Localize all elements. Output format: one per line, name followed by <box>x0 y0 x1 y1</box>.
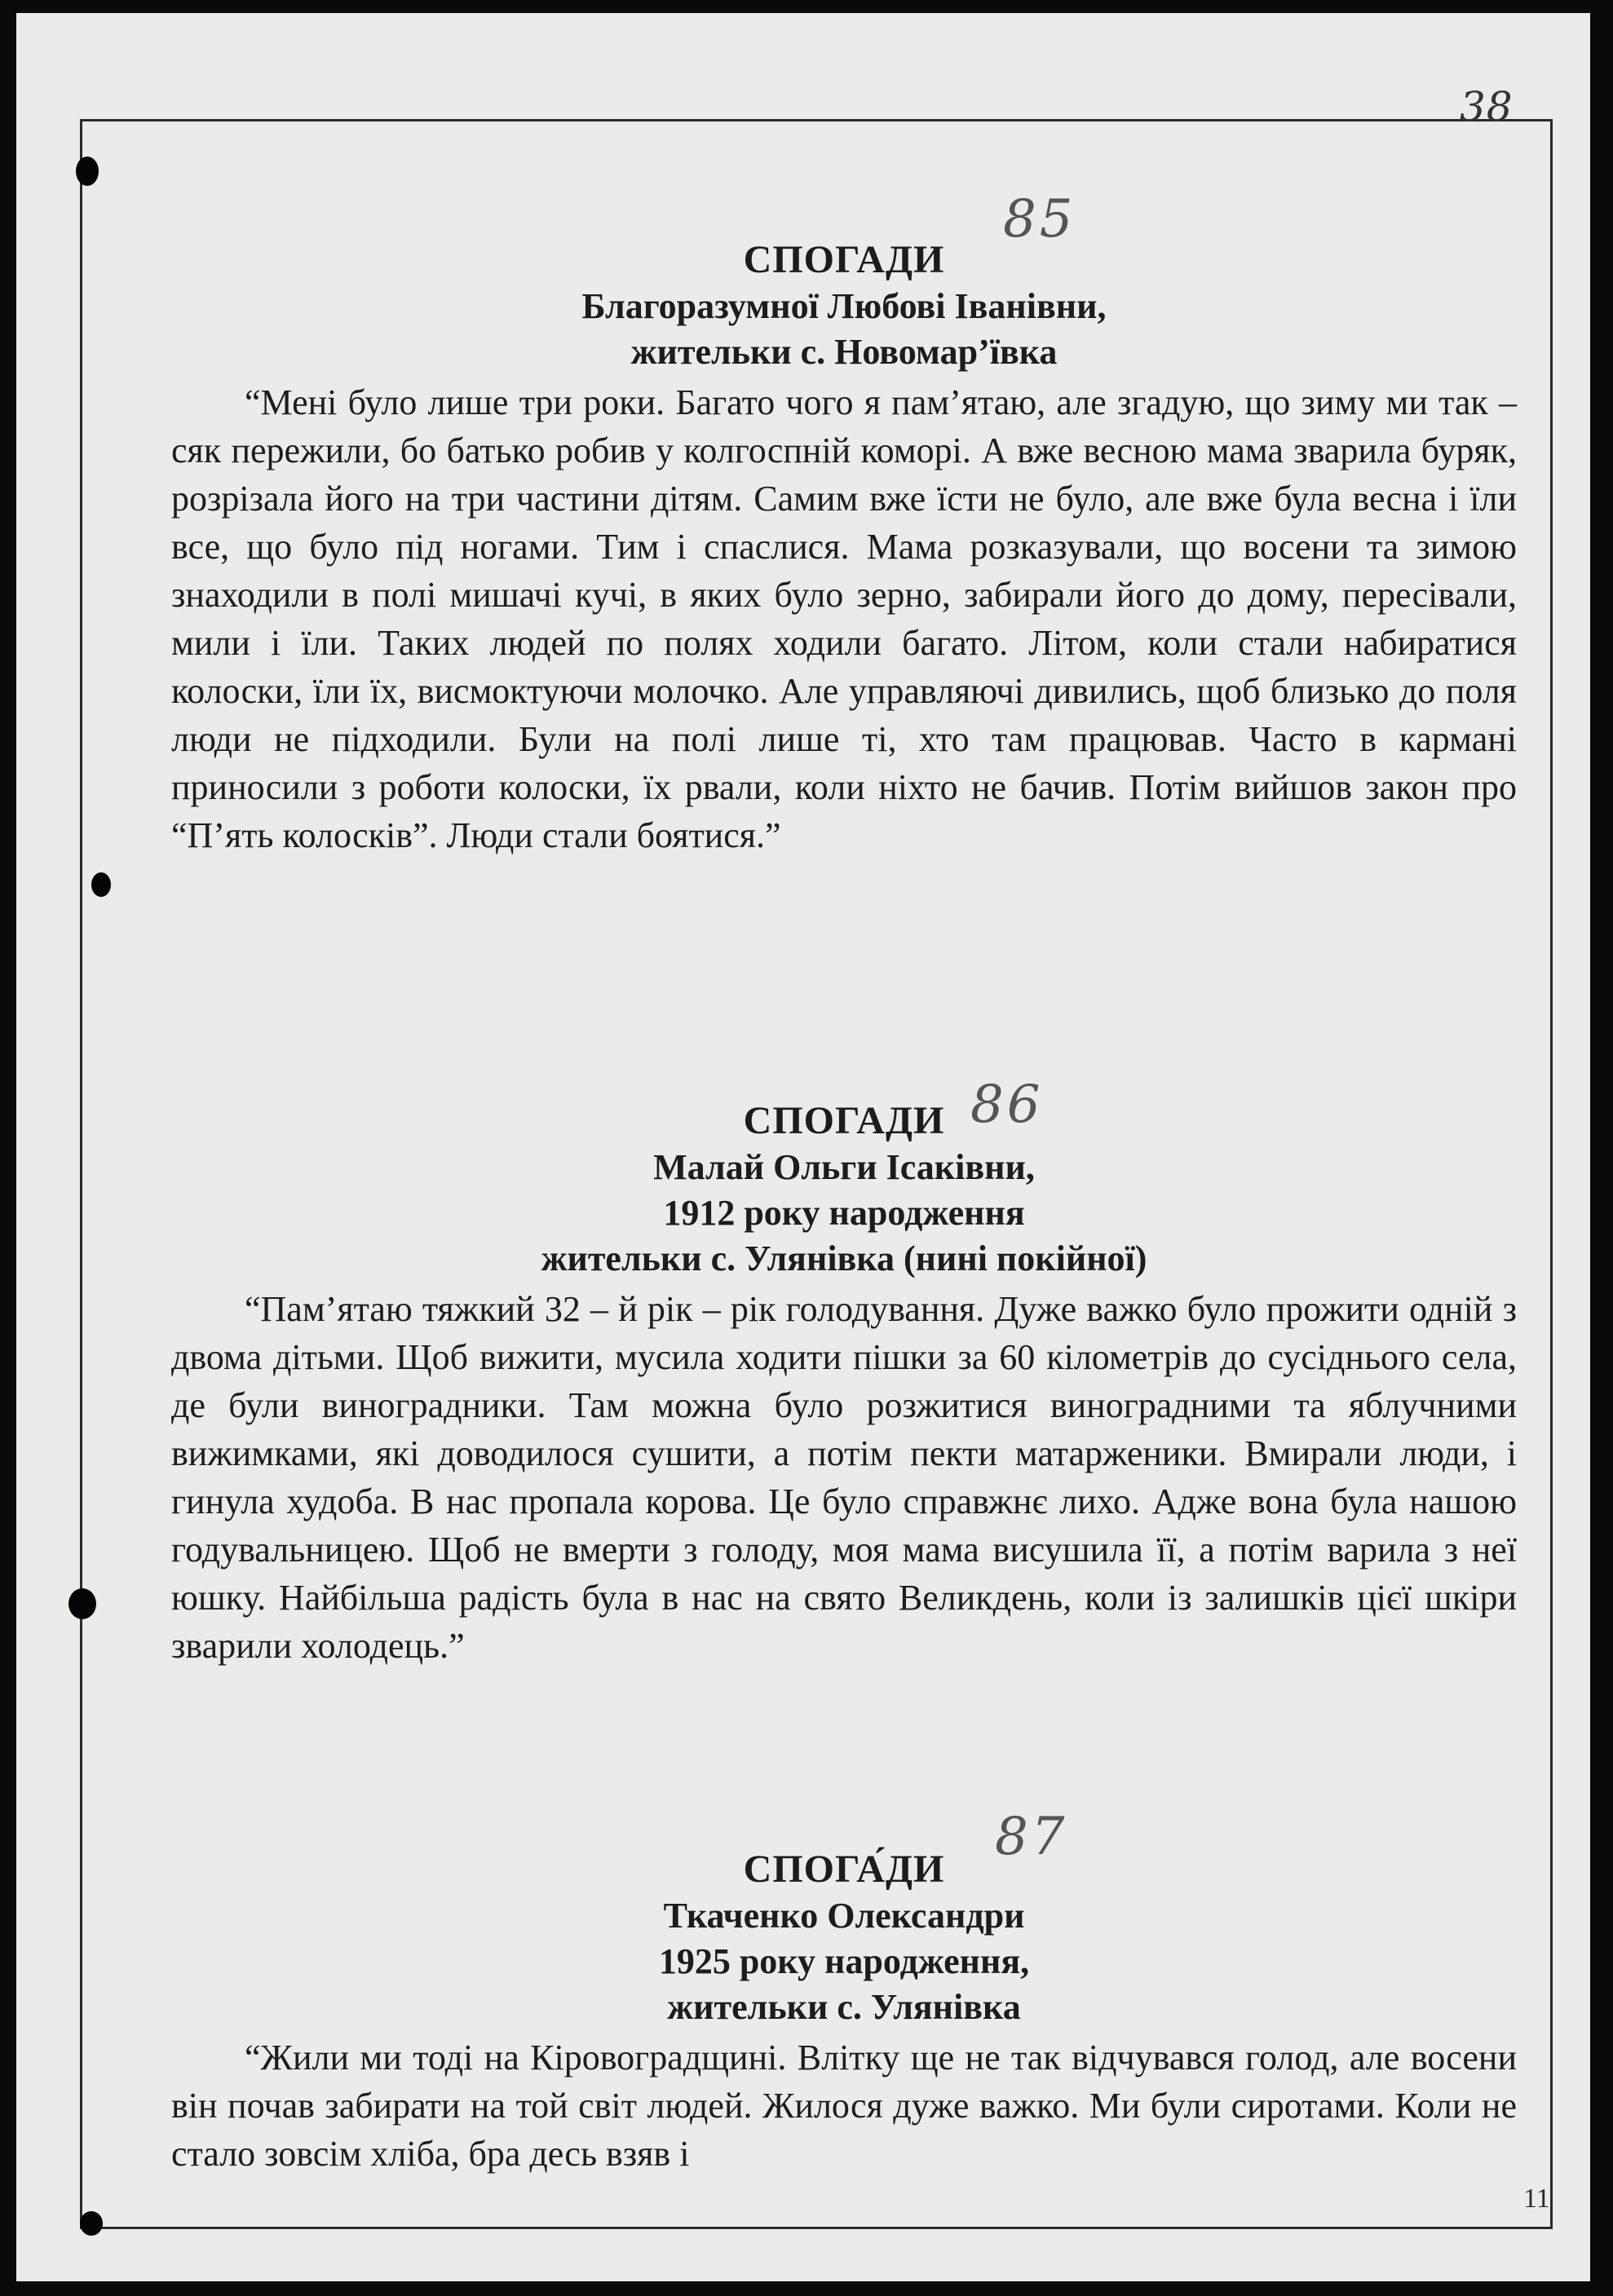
memoir-text: “Пам’ятаю тяжкий 32 – й рік – рік голодування. Дуже важко було прожити одній з двома дітьми. Щоб вижити, мусила ходити пішки за 60 кілометрів до сусіднього села, де були виноградники. Там можна було розжитися виноградними та яблучними вижимками, які доводилося сушити, а потім пекти матарженики. Вмирали люди, і гинула худоба. В нас пропала корова. Це було справжнє лихо. Адже вона була нашою годувальницею. Щоб не вмерти з голоду, моя мама висушила її, а потім варила з неї юшку. Найбільша радість була в нас на свято Великдень, коли із залишків цієї шкіри зварили холодець.” <box>171 1289 1517 1666</box>
handwritten-number: 85 <box>1003 189 1076 249</box>
memoir-text: “Жили ми тоді на Кіровоградщині. Влітку ще не так відчувався голод, але восени він почав забирати на той світ людей. Жилося дуже важко. Ми були сиротами. Коли не стало зовсім хліба, бра десь взяв і <box>171 2038 1517 2174</box>
document-sheet <box>16 13 1590 2281</box>
punch-hole-3 <box>68 1588 96 1619</box>
punch-hole-1 <box>76 157 99 186</box>
handwritten-number: 87 <box>995 1807 1068 1867</box>
memoir-section <box>171 1846 1517 2178</box>
memoir-section <box>171 236 1517 859</box>
subtitle-line: Ткаченко Олександри <box>663 1896 1025 1936</box>
section-title: СПОГАДИ <box>743 238 945 281</box>
subtitle-line: Малай Ольги Ісаківни, <box>653 1147 1035 1187</box>
punch-hole-4 <box>80 2211 103 2236</box>
handwritten-number: 86 <box>970 1075 1044 1135</box>
page-number: 11 <box>1523 2183 1550 2214</box>
subtitle-line: Благоразумної Любові Іванівни, <box>581 286 1107 326</box>
subtitle-line: жительки с. Новомар’ївка <box>630 332 1058 372</box>
section-title: СПОГАДИ <box>743 1099 945 1142</box>
section-title: СПОГА́ДИ <box>743 1848 945 1891</box>
memoir-section <box>171 1097 1517 1670</box>
punch-hole-2 <box>91 872 111 897</box>
archive-page-number: 38 <box>1460 83 1514 130</box>
subtitle-line: жительки с. Улянівка (нині покійної) <box>541 1239 1147 1278</box>
memoir-text: “Мені було лише три роки. Багато чого я пам’ятаю, але згадую, що зиму ми так – сяк пережили, бо батько робив у колгоспній коморі. А вже весною мама зварила буряк, розрізала його на три частини дітям. Самим вже їсти не було, але вже була весна і їли все, що було під ногами. Тим і спаслися. Мама розказували, що восени та зимою знаходили в полі мишачі кучі, в яких було зерно, забирали його до дому, пересівали, мили і їли. Таких людей по полях ходили багато. Літом, коли стали набиратися колоски, їли їх, висмоктуючи молочко. Але управляючі дивились, щоб близько до поля люди не підходили. Були на полі лише ті, хто там працював. Часто в кармані приносили з роботи колоски, їх рвали, коли ніхто не бачив. Потім вийшов закон про “П’ять колосків”. Люди стали боятися.” <box>171 382 1517 855</box>
subtitle-line: 1925 року народження, <box>658 1941 1030 1981</box>
subtitle-line: 1912 року народження <box>663 1193 1025 1233</box>
subtitle-line: жительки с. Улянівка <box>667 1987 1021 2027</box>
